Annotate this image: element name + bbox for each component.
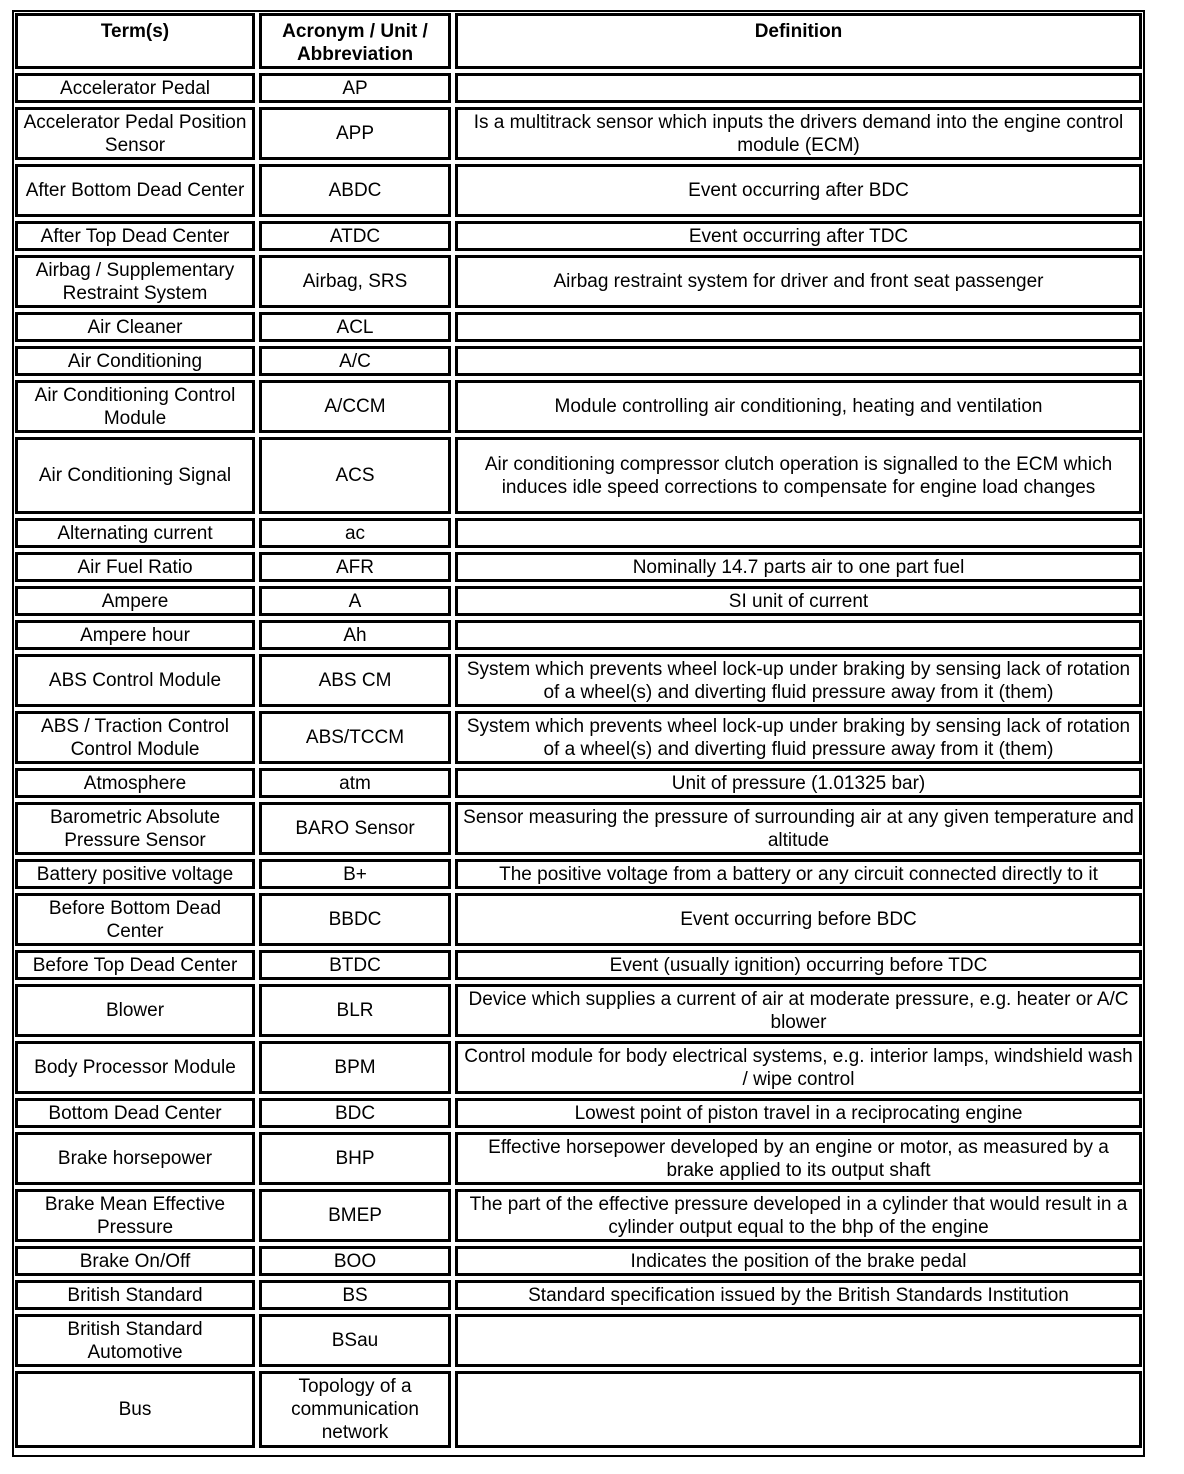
term-cell: Airbag / Supplementary Restraint System <box>15 255 255 308</box>
term-cell: Air Conditioning Control Module <box>15 380 255 433</box>
definition-cell: Control module for body electrical systems, e.g. interior lamps, windshield wash / wipe control <box>455 1041 1142 1094</box>
table-row <box>15 437 1142 514</box>
definition-cell <box>455 346 1142 376</box>
acronym-cell: AP <box>259 73 451 103</box>
term-cell: Air Conditioning Signal <box>15 437 255 514</box>
acronym-cell: ABDC <box>259 164 451 217</box>
acronym-cell: A/C <box>259 346 451 376</box>
definition-cell: Module controlling air conditioning, heating and ventilation <box>455 380 1142 433</box>
acronym-cell: atm <box>259 768 451 798</box>
table-row <box>15 620 1142 650</box>
table-row <box>15 312 1142 342</box>
term-cell: Battery positive voltage <box>15 859 255 889</box>
table-row <box>15 950 1142 980</box>
table-row <box>15 346 1142 376</box>
table-row <box>15 768 1142 798</box>
header-acronym: Acronym / Unit / Abbreviation <box>259 13 451 69</box>
acronym-cell: BARO Sensor <box>259 802 451 855</box>
table-row <box>15 654 1142 707</box>
term-cell: British Standard <box>15 1280 255 1310</box>
term-cell: ABS / Traction Control Control Module <box>15 711 255 764</box>
definition-cell: Event occurring after BDC <box>455 164 1142 217</box>
table-row <box>15 802 1142 855</box>
table-row <box>15 221 1142 251</box>
term-cell: Brake Mean Effective Pressure <box>15 1189 255 1242</box>
term-cell: Barometric Absolute Pressure Sensor <box>15 802 255 855</box>
table-row <box>15 380 1142 433</box>
table-row <box>15 1280 1142 1310</box>
acronym-cell: BPM <box>259 1041 451 1094</box>
table-row <box>15 586 1142 616</box>
table-row <box>15 1189 1142 1242</box>
table-row <box>15 73 1142 103</box>
definition-cell: Effective horsepower developed by an engine or motor, as measured by a brake applied to its output shaft <box>455 1132 1142 1185</box>
table-row <box>15 1041 1142 1094</box>
glossary-table <box>15 13 1142 1448</box>
table-row <box>15 711 1142 764</box>
acronym-cell: BS <box>259 1280 451 1310</box>
definition-cell: Lowest point of piston travel in a reciprocating engine <box>455 1098 1142 1128</box>
acronym-cell: A <box>259 586 451 616</box>
definition-cell: Airbag restraint system for driver and front seat passenger <box>455 255 1142 308</box>
definition-cell: Sensor measuring the pressure of surrounding air at any given temperature and altitude <box>455 802 1142 855</box>
acronym-cell: AFR <box>259 552 451 582</box>
term-cell: ABS Control Module <box>15 654 255 707</box>
term-cell: British Standard Automotive <box>15 1314 255 1367</box>
term-cell: Blower <box>15 984 255 1037</box>
definition-cell: Event (usually ignition) occurring before TDC <box>455 950 1142 980</box>
definition-cell: SI unit of current <box>455 586 1142 616</box>
table-row <box>15 984 1142 1037</box>
acronym-cell: ACL <box>259 312 451 342</box>
table-row <box>15 107 1142 160</box>
term-cell: Brake On/Off <box>15 1246 255 1276</box>
definition-cell <box>455 1314 1142 1367</box>
acronym-cell: ABS/TCCM <box>259 711 451 764</box>
term-cell: Before Top Dead Center <box>15 950 255 980</box>
acronym-cell: BMEP <box>259 1189 451 1242</box>
table-row <box>15 1371 1142 1448</box>
term-cell: Air Cleaner <box>15 312 255 342</box>
definition-cell: Device which supplies a current of air at moderate pressure, e.g. heater or A/C blower <box>455 984 1142 1037</box>
term-cell: Accelerator Pedal <box>15 73 255 103</box>
glossary-body <box>15 69 1142 1448</box>
definition-cell: Nominally 14.7 parts air to one part fuel <box>455 552 1142 582</box>
acronym-cell: ac <box>259 518 451 548</box>
term-cell: Body Processor Module <box>15 1041 255 1094</box>
term-cell: Alternating current <box>15 518 255 548</box>
term-cell: Before Bottom Dead Center <box>15 893 255 946</box>
table-row <box>15 518 1142 548</box>
definition-cell <box>455 312 1142 342</box>
definition-cell <box>455 518 1142 548</box>
acronym-cell: Airbag, SRS <box>259 255 451 308</box>
term-cell: After Bottom Dead Center <box>15 164 255 217</box>
header-row <box>15 13 1142 69</box>
acronym-cell: BHP <box>259 1132 451 1185</box>
definition-cell: Indicates the position of the brake pedal <box>455 1246 1142 1276</box>
table-row <box>15 859 1142 889</box>
term-cell: Air Fuel Ratio <box>15 552 255 582</box>
table-row <box>15 1314 1142 1367</box>
acronym-cell: B+ <box>259 859 451 889</box>
table-row <box>15 1132 1142 1185</box>
definition-cell: System which prevents wheel lock-up under braking by sensing lack of rotation of a wheel(s) and diverting fluid pressure away from it (them) <box>455 654 1142 707</box>
acronym-cell: BBDC <box>259 893 451 946</box>
definition-cell: Unit of pressure (1.01325 bar) <box>455 768 1142 798</box>
definition-cell <box>455 73 1142 103</box>
acronym-cell: BDC <box>259 1098 451 1128</box>
acronym-cell: BLR <box>259 984 451 1037</box>
acronym-cell: APP <box>259 107 451 160</box>
acronym-cell: ABS CM <box>259 654 451 707</box>
table-row <box>15 1246 1142 1276</box>
term-cell: Bus <box>15 1371 255 1448</box>
table-row <box>15 1098 1142 1128</box>
definition-cell: Is a multitrack sensor which inputs the drivers demand into the engine control module (ECM) <box>455 107 1142 160</box>
table-row <box>15 552 1142 582</box>
acronym-cell: Ah <box>259 620 451 650</box>
table-row <box>15 893 1142 946</box>
term-cell: Brake horsepower <box>15 1132 255 1185</box>
definition-cell <box>455 620 1142 650</box>
definition-cell: The positive voltage from a battery or any circuit connected directly to it <box>455 859 1142 889</box>
acronym-cell: Topology of a communication network <box>259 1371 451 1448</box>
acronym-cell: BOO <box>259 1246 451 1276</box>
term-cell: After Top Dead Center <box>15 221 255 251</box>
definition-cell: The part of the effective pressure developed in a cylinder that would result in a cylinder output equal to the bhp of the engine <box>455 1189 1142 1242</box>
term-cell: Atmosphere <box>15 768 255 798</box>
acronym-cell: BSau <box>259 1314 451 1367</box>
table-row <box>15 255 1142 308</box>
acronym-cell: ACS <box>259 437 451 514</box>
term-cell: Ampere <box>15 586 255 616</box>
definition-cell: System which prevents wheel lock-up under braking by sensing lack of rotation of a wheel(s) and diverting fluid pressure away from it (them) <box>455 711 1142 764</box>
term-cell: Air Conditioning <box>15 346 255 376</box>
acronym-cell: ATDC <box>259 221 451 251</box>
header-definition: Definition <box>455 13 1142 69</box>
header-term: Term(s) <box>15 13 255 69</box>
term-cell: Accelerator Pedal Position Sensor <box>15 107 255 160</box>
term-cell: Ampere hour <box>15 620 255 650</box>
definition-cell: Event occurring before BDC <box>455 893 1142 946</box>
term-cell: Bottom Dead Center <box>15 1098 255 1128</box>
acronym-cell: A/CCM <box>259 380 451 433</box>
definition-cell: Standard specification issued by the British Standards Institution <box>455 1280 1142 1310</box>
definition-cell: Event occurring after TDC <box>455 221 1142 251</box>
table-row <box>15 164 1142 217</box>
definition-cell <box>455 1371 1142 1448</box>
definition-cell: Air conditioning compressor clutch operation is signalled to the ECM which induces idle speed corrections to compensate for engine load changes <box>455 437 1142 514</box>
acronym-cell: BTDC <box>259 950 451 980</box>
